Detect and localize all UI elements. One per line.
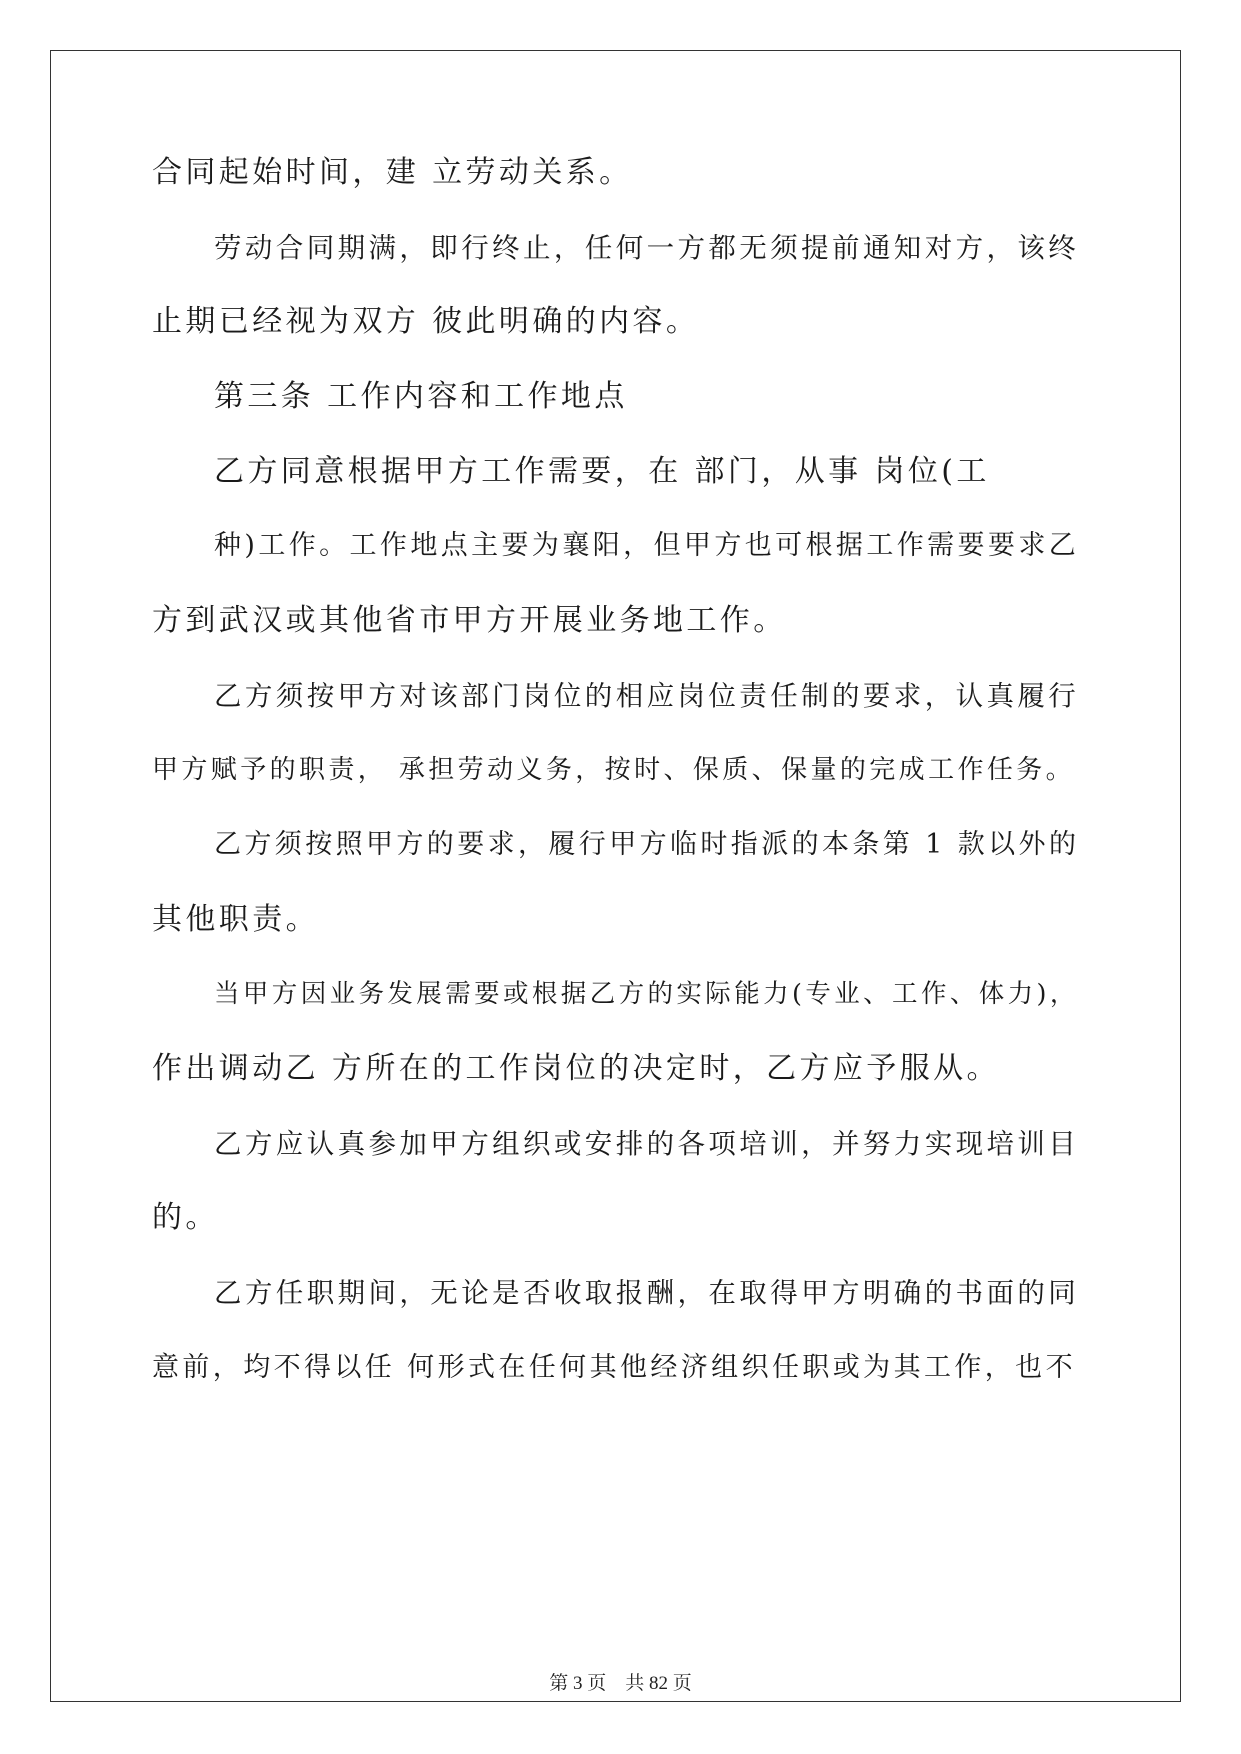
paragraph-line: 乙方同意根据甲方工作需要，在 部门，从事 岗位(工 [214,454,990,489]
paragraph-line: 当甲方因业务发展需要或根据乙方的实际能力(专业、工作、体力)， [214,979,1079,1009]
page-border [50,50,1181,1702]
page-footer [0,1668,1241,1695]
paragraph-line: 止期已经视为双方 彼此明确的内容。 [152,304,700,339]
paragraph-line: 合同起始时间，建 立劳动关系。 [152,155,633,190]
paragraph-line: 劳动合同期满，即行终止，任何一方都无须提前通知对方，该终 [214,232,1080,264]
paragraph-line: 乙方应认真参加甲方组织或安排的各项培训，并努力实现培训目 [214,1128,1080,1160]
paragraph-line: 其他职责。 [152,902,319,937]
page-number: 第 3 页 共 82 页 [549,1673,692,1694]
paragraph-line: 的。 [152,1200,219,1235]
paragraph-line: 方到武汉或其他省市甲方开展业务地工作。 [152,603,787,638]
section-heading: 第三条 工作内容和工作地点 [214,379,628,414]
paragraph-line: 作出调动乙 方所在的工作岗位的决定时，乙方应予服从。 [152,1051,1000,1086]
paragraph-line: 乙方任职期间，无论是否收取报酬，在取得甲方明确的书面的同 [214,1277,1080,1309]
paragraph-line: 乙方须按甲方对该部门岗位的相应岗位责任制的要求，认真履行 [214,680,1080,712]
paragraph-line: 种)工作。工作地点主要为襄阳，但甲方也可根据工作需要要求乙 [214,530,1080,561]
paragraph-line: 意前，均不得以任 何形式在任何其他经济组织任职或为其工作，也不 [152,1352,1076,1383]
paragraph-line: 甲方赋予的职责， 承担劳动义务，按时、保质、保量的完成工作任务。 [152,755,1076,785]
paragraph-line: 乙方须按照甲方的要求，履行甲方临时指派的本条第 1 款以外的 [214,829,1080,860]
